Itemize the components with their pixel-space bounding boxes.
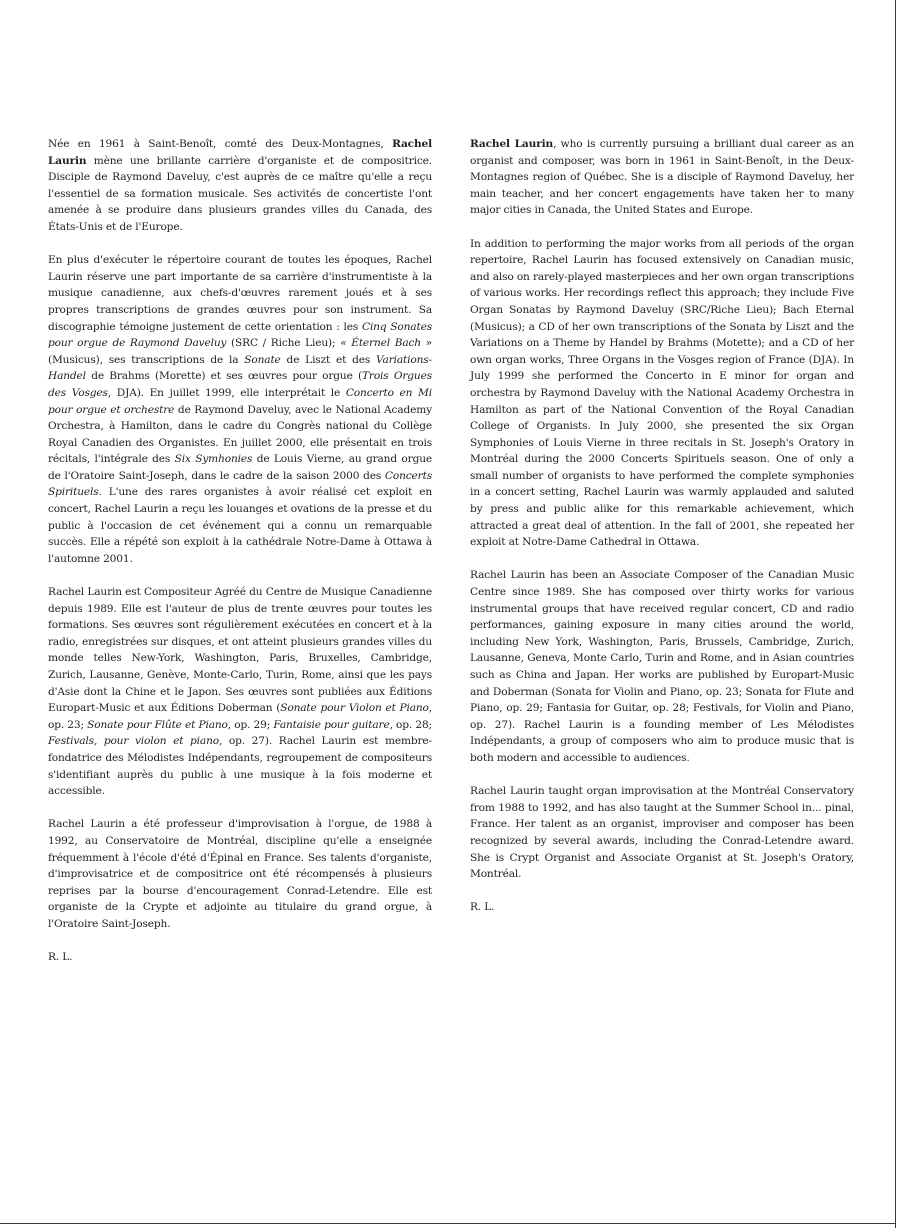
work-title: Sonate pour Violon et Piano <box>280 702 429 715</box>
english-signature: R. L. <box>470 901 495 914</box>
page-edge-right <box>895 0 896 1228</box>
french-paragraph-4: Rachel Laurin a été professeur d'improvisation à l'orgue, de 1988 à 1992, au Conservatoire de Montréal, discipline qu'elle a enseignée fréquemment à l'école d'été d'Épinal en France. Ses talents d'organiste, d'improvisatrice et de compositrice ont été récompensés à plusieurs reprises par la bourse d'encouragement Conrad-Letendre. Elle est organiste de la Crypte et adjointe au titulaire du grand orgue, à l'Oratoire Saint-Joseph. <box>48 818 432 930</box>
french-paragraph-1: Née en 1961 à Saint-Benoît, comté des Deux-Montagnes, Rachel Laurin mène une brillante carrière d'organiste et de compositrice. Disciple de Raymond Daveluy, c'est auprès de ce maître qu'elle a reçu l'essentiel de sa formation musicale. Ses activités de concertiste l'ont amenée à se produire dans plusieurs grandes villes du Canada, des États-Unis et de l'Europe. <box>48 138 432 233</box>
work-title: Trois Orgues des Vosges <box>48 370 432 399</box>
english-biography-column <box>470 136 854 933</box>
english-paragraph-1: Rachel Laurin, who is currently pursuing a brilliant dual career as an organist and composer, was born in 1961 in Saint-Benoît, in the Deux-Montagnes region of Québec. She is a disciple of Raymond Daveluy, her main teacher, and her concert engagements have taken her to many major cities in Canada, the United States and Europe. <box>470 138 855 217</box>
french-biography-column <box>48 136 432 982</box>
work-title: Sonate <box>244 353 281 366</box>
work-title: Cinq Sonates pour orgue de Raymond Daveluy <box>48 320 432 350</box>
english-paragraph-4: Rachel Laurin taught organ improvisation at the Montréal Conservatory from 1988 to 1992, and has also taught at the Summer School in... pinal, France. Her talent as an organist, improviser and composer has been recognized by several awards, including the Conrad-Letendre award. She is Crypt Organist and Associate Organist at St. Joseph's Oratory, Montréal. <box>470 785 854 881</box>
french-signature: R. L. <box>48 951 73 964</box>
work-title: « Éternel Bach » <box>340 337 433 350</box>
artist-name: Rachel Laurin <box>470 138 554 150</box>
work-title: Festivals, pour violon et piano <box>48 735 219 748</box>
french-paragraph-2: En plus d'exécuter le répertoire courant de toutes les époques, Rachel Laurin réserve une part importante de sa carrière d'instrumentiste à la musique canadienne, aux chefs-d'œuvres rarement joués et à ses propres transcriptions de grandes œuvres pour son instrument. Sa discographie témoigne justement de cette orientation : les Cinq Sonates pour orgue de Raymond Daveluy (SRC / Riche Lieu); « Éternel Bach » (Musicus), ses transcriptions de la Sonate de Liszt et des Variations-Handel de Brahms (Morette) et ses œuvres pour orgue (Trois Orgues des Vosges, DJA). En juillet 1999, elle interprétait le Concerto en Mi pour orgue et orchestre de Raymond Daveluy, avec le National Academy Orchestra, à Hamilton, dans le cadre du Congrès national du Collège Royal Canadien des Organistes. En juillet 2000, elle présentait en trois récitals, l'intégrale des Six Symhonies de Louis Vierne, au grand orgue de l'Oratoire Saint-Joseph, dans le cadre de la saison 2000 des Concerts Spirituels. L'une des rares organistes à avoir réalisé cet exploit en concert, Rachel Laurin a reçu les louanges et ovations de la presse et du public à l'occasion de cet événement qui a connu un remarquable succès. Elle a répété son exploit à la cathédrale Notre-Dame à Ottawa à l'automne 2001. <box>48 254 433 565</box>
english-paragraph-2: In addition to performing the major works from all periods of the organ repertoire, Rachel Laurin has focused extensively on Canadian music, and also on rarely-played masterpieces and her own organ transcriptions of various works. Her recordings reflect this approach; they include Five Organ Sonatas by Raymond Daveluy (SRC/Riche Lieu); Bach Eternal (Musicus); a CD of her own transcriptions of the Sonata by Liszt and the Variations on a Theme by Handel by Brahms (Motette); and a CD of her own organ works, Three Organs in the Vosges region of France (DJA). In July 1999 she performed the Concerto in E minor for organ and orchestra by Raymond Daveluy with the National Academy Orchestra in Hamilton as part of the National Convention of the Royal Canadian College of Organists. In July 2000, she presented the six Organ Symphonies of Louis Vierne in three recitals in St. Joseph's Oratory in Montréal during the 2000 Concerts Spirituels season. One of only a small number of organists to have performed the complete symphonies in a concert setting, Rachel Laurin was warmly applauded and saluted by press and public alike for this remarkable achievement, which attracted a great deal of attention. In the fall of 2001, she repeated her exploit at Notre-Dame Cathedral in Ottawa. <box>470 237 855 549</box>
french-paragraph-3: Rachel Laurin est Compositeur Agréé du Centre de Musique Canadienne depuis 1989. Elle est l'auteur de plus de trente œuvres pour toutes les formations. Ses œuvres sont régulièrement exécutées en concert et à la radio, enregistrées sur disques, et ont atteint plusieurs grandes villes du monde telles New-York, Washington, Paris, Bruxelles, Cambridge, Zurich, Lausanne, Genève, Monte-Carlo, Turin, Rome, ainsi que les pays d'Asie dont la Chine et le Japon. Ses œuvres sont publiées aux Éditions Europart-Music et aux Éditions Doberman (Sonate pour Violon et Piano, op. 23; Sonate pour Flûte et Piano, op. 29; Fantaisie pour guitare, op. 28; Festivals, pour violon et piano, op. 27). Rachel Laurin est membre-fondatrice des Mélodistes Indépendants, regroupement de compositeurs s'identifiant auprès du public à une musique à la fois moderne et accessible. <box>48 586 432 798</box>
work-title: Fantaisie pour guitare <box>273 718 390 731</box>
page-edge-bottom <box>0 1223 896 1224</box>
english-paragraph-3: Rachel Laurin has been an Associate Composer of the Canadian Music Centre since 1989. She has composed over thirty works for various instrumental groups that have received regular concert, CD and radio performances, gaining exposure in many cities around the world, including New York, Washington, Paris, Brussels, Cambridge, Zurich, Lausanne, Geneva, Monte Carlo, Turin and Rome, and in Asian countries such as China and Japan. Her works are published by Europart-Music and Doberman (Sonata for Violin and Piano, op. 23; Sonata for Flute and Piano, op. 29; Fantasia for Guitar, op. 28; Festivals, for Violin and Piano, op. 27). Rachel Laurin is a founding member of Les Mélodistes Indépendants, a group of composers who aim to produce music that is both modern and accessible to audiences. <box>470 569 854 764</box>
work-title: Sonate pour Flûte et Piano <box>87 718 228 731</box>
artist-name: Rachel Laurin <box>48 138 432 167</box>
work-title: Concerto en Mi pour orgue et orchestre <box>48 386 432 416</box>
work-title: Concerts Spirituels <box>48 469 432 499</box>
work-title: Variations-Handel <box>48 353 432 383</box>
work-title: Six Symhonies <box>174 453 253 466</box>
